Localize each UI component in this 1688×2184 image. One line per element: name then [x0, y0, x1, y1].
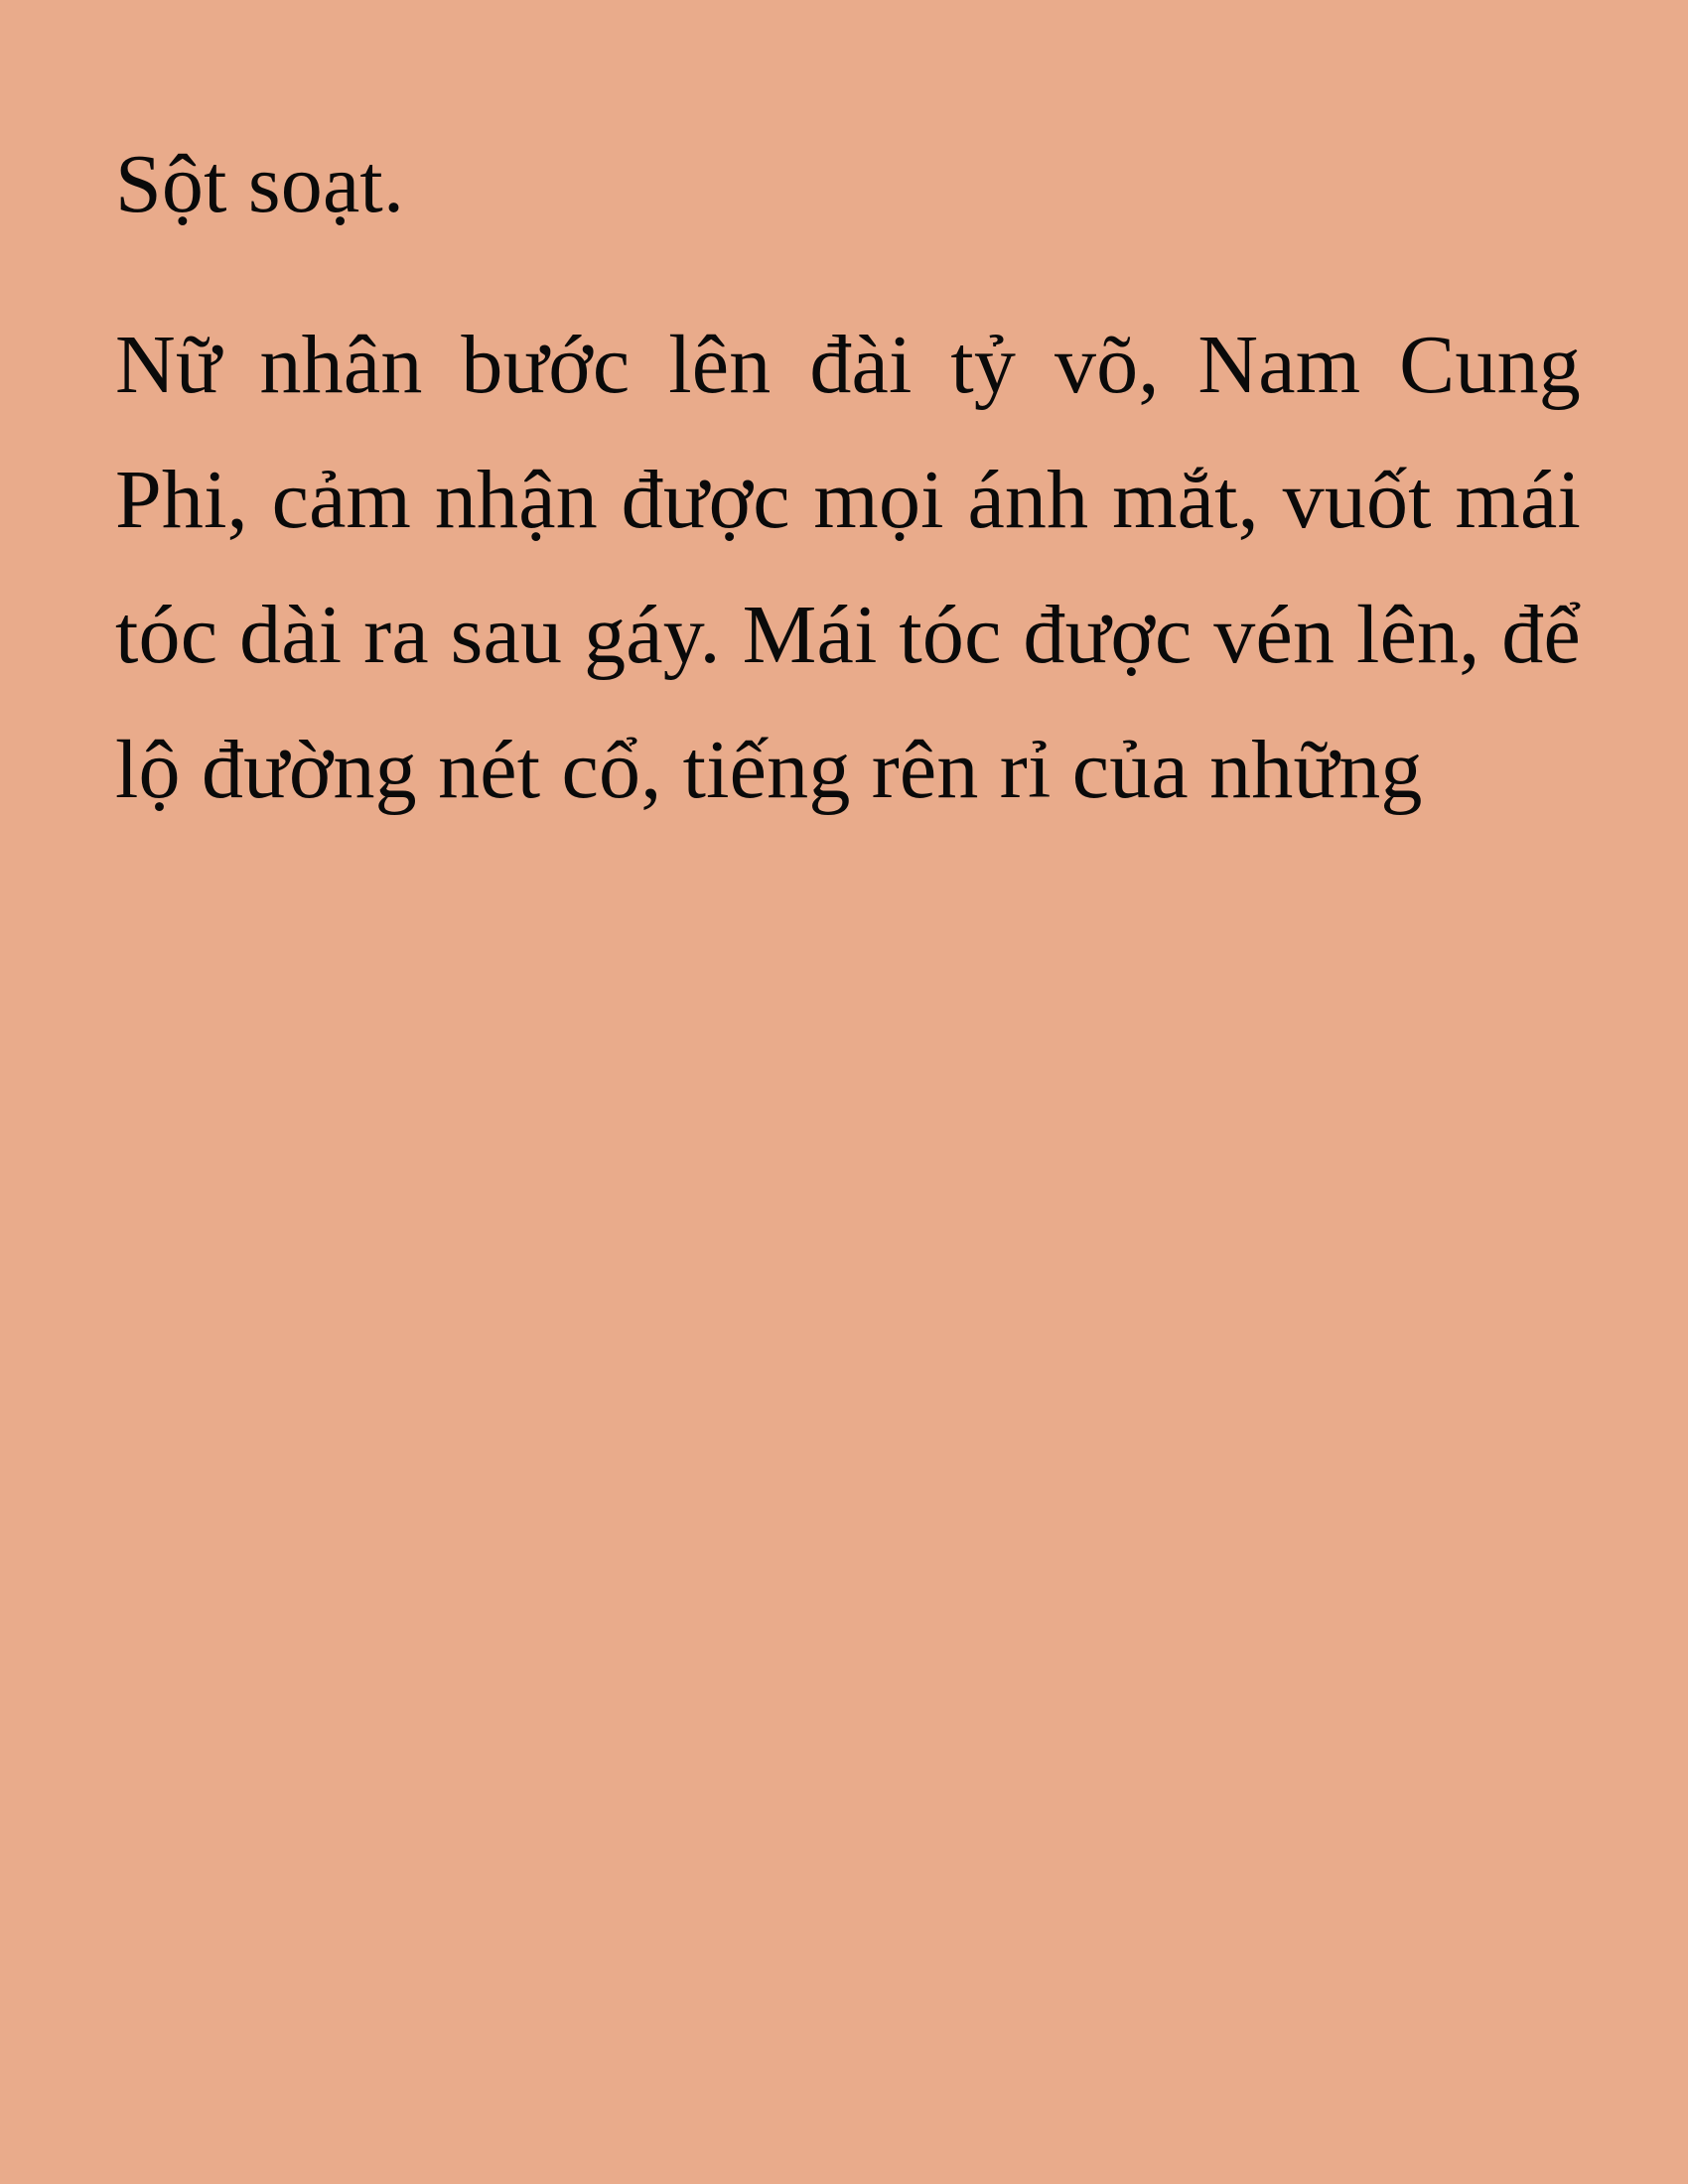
paragraph-2: Nữ nhân bước lên đài tỷ võ, Nam Cung Phi, cảm nhận được mọi ánh mắt, vuốt mái tóc dài ra sau gáy. Mái tóc được vén lên, để lộ đường nét cổ, tiếng rên rỉ của những: [115, 319, 1581, 817]
paragraph-1: Sột soạt.: [115, 138, 405, 230]
reader-text-body: [115, 117, 1581, 838]
